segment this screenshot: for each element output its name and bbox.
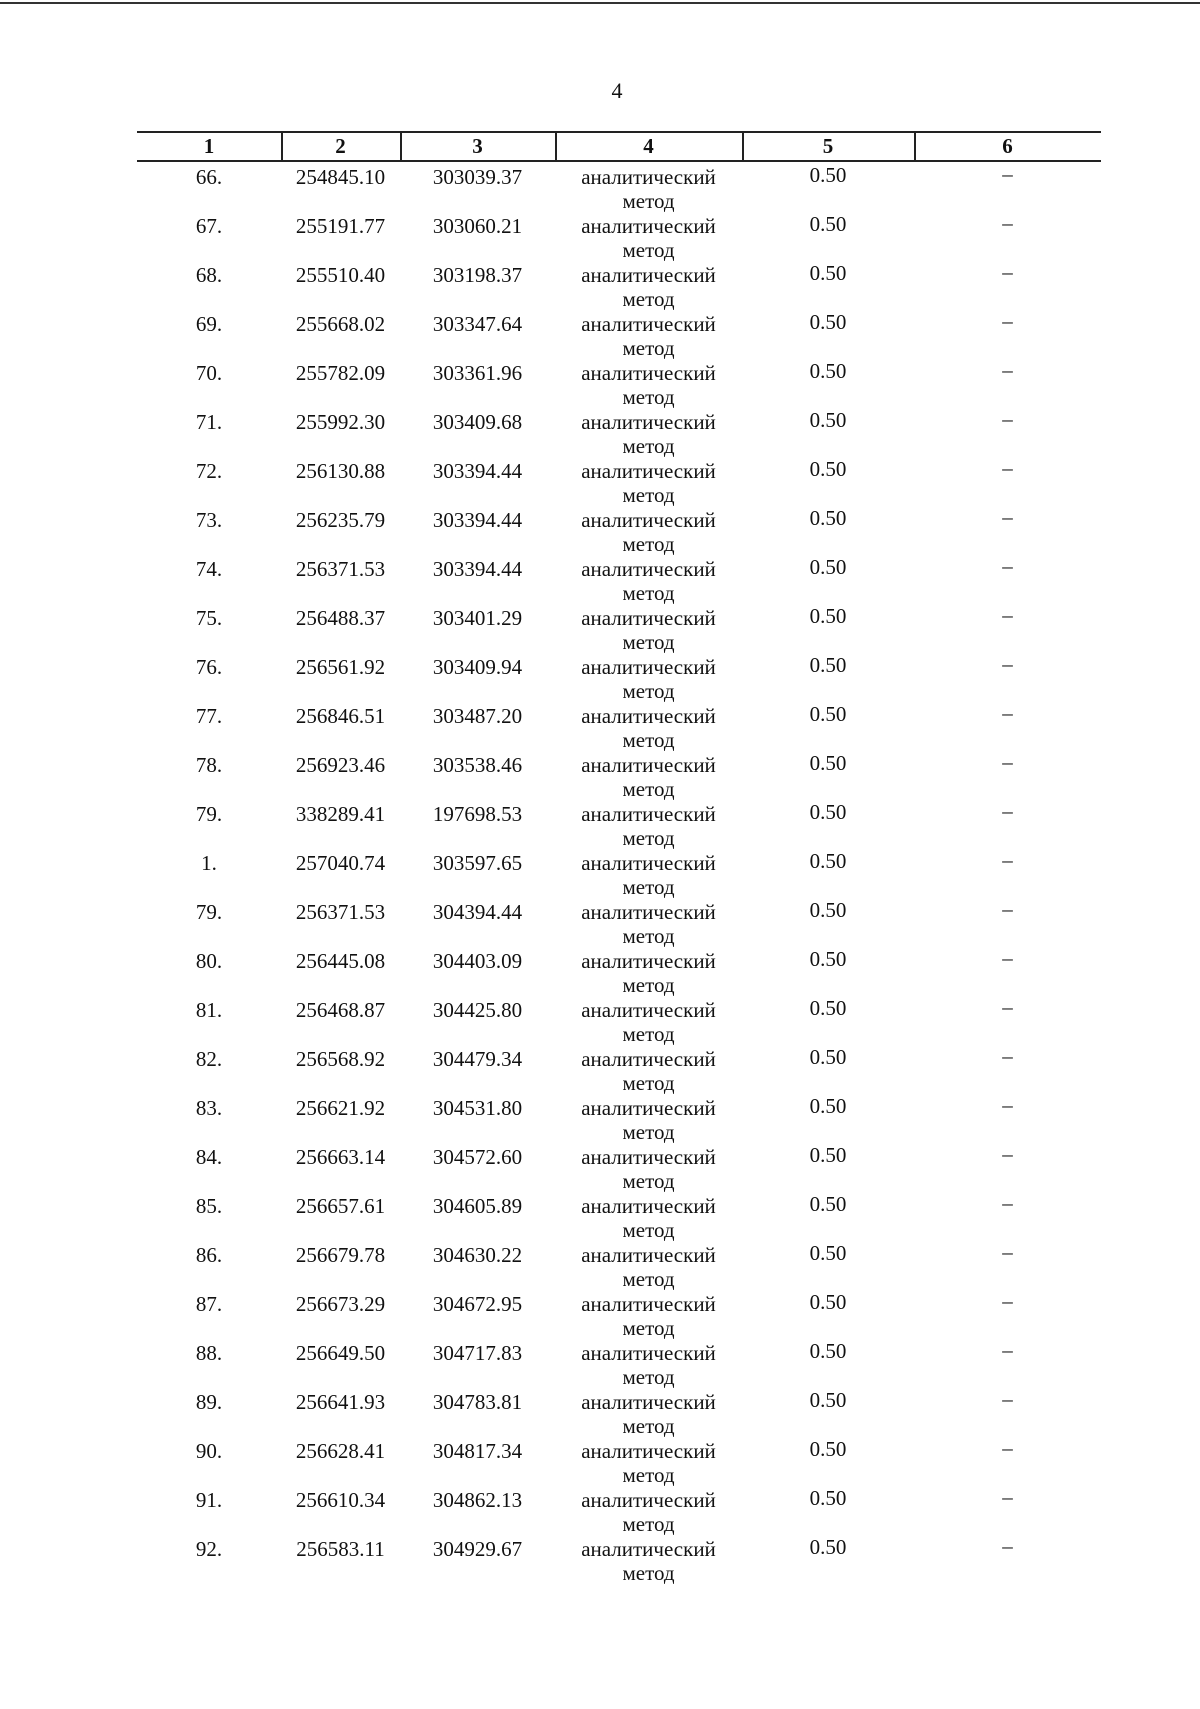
table-row — [137, 456, 1101, 505]
table-row — [137, 1191, 1101, 1240]
table-header — [137, 131, 1101, 162]
coordinate-x: 256663.14 — [295, 1145, 386, 1169]
accuracy-value: 0.50 — [809, 898, 847, 922]
coordinate-y: 303394.44 — [432, 508, 523, 532]
method-line-1: аналитический — [581, 1096, 716, 1120]
description-dash: – — [1002, 358, 1013, 382]
method-cell — [555, 1047, 742, 1095]
table-row — [137, 1387, 1101, 1436]
method-cell — [555, 1537, 742, 1585]
description-dash: – — [1002, 1485, 1013, 1509]
method-cell — [555, 1341, 742, 1389]
coordinate-x: 256846.51 — [295, 704, 386, 728]
table-row — [137, 358, 1101, 407]
method-line-2: метод — [622, 875, 675, 899]
table-row — [137, 1142, 1101, 1191]
accuracy-value: 0.50 — [809, 506, 847, 530]
point-number: 69. — [195, 312, 223, 336]
accuracy-value: 0.50 — [809, 1486, 847, 1510]
header-col-3: 3 — [472, 134, 483, 158]
coordinate-x: 256371.53 — [295, 900, 386, 924]
table-row — [137, 260, 1101, 309]
method-cell — [555, 1194, 742, 1242]
method-line-1: аналитический — [581, 1537, 716, 1561]
table-row — [137, 750, 1101, 799]
accuracy-value: 0.50 — [809, 751, 847, 775]
coordinate-x: 256641.93 — [295, 1390, 386, 1414]
coordinate-y: 304783.81 — [432, 1390, 523, 1414]
description-dash: – — [1002, 1387, 1013, 1411]
method-line-2: метод — [622, 973, 675, 997]
method-cell — [555, 900, 742, 948]
top-edge-rule — [0, 2, 1200, 4]
point-number: 79. — [195, 900, 223, 924]
method-cell — [555, 802, 742, 850]
point-number: 77. — [195, 704, 223, 728]
coordinate-y: 303409.68 — [432, 410, 523, 434]
accuracy-value: 0.50 — [809, 359, 847, 383]
table-row — [137, 946, 1101, 995]
method-line-2: метод — [622, 924, 675, 948]
point-number: 90. — [195, 1439, 223, 1463]
table-row — [137, 554, 1101, 603]
method-line-1: аналитический — [581, 1243, 716, 1267]
coordinate-x: 257040.74 — [295, 851, 386, 875]
coordinate-y: 303060.21 — [432, 214, 523, 238]
description-dash: – — [1002, 1142, 1013, 1166]
method-cell — [555, 1243, 742, 1291]
point-number: 87. — [195, 1292, 223, 1316]
header-col-4: 4 — [643, 134, 654, 158]
accuracy-value: 0.50 — [809, 310, 847, 334]
method-line-1: аналитический — [581, 214, 716, 238]
description-dash: – — [1002, 407, 1013, 431]
accuracy-value: 0.50 — [809, 1290, 847, 1314]
coordinate-x: 256649.50 — [295, 1341, 386, 1365]
method-line-1: аналитический — [581, 1047, 716, 1071]
description-dash: – — [1002, 1289, 1013, 1313]
table-row — [137, 848, 1101, 897]
method-line-2: метод — [622, 679, 675, 703]
coordinate-x: 255782.09 — [295, 361, 386, 385]
point-number: 70. — [195, 361, 223, 385]
method-cell — [555, 949, 742, 997]
description-dash: – — [1002, 1338, 1013, 1362]
description-dash: – — [1002, 1093, 1013, 1117]
coordinate-x: 256673.29 — [295, 1292, 386, 1316]
coordinate-x: 256657.61 — [295, 1194, 386, 1218]
method-line-1: аналитический — [581, 704, 716, 728]
method-line-2: метод — [622, 434, 675, 458]
coordinate-y: 303487.20 — [432, 704, 523, 728]
accuracy-value: 0.50 — [809, 849, 847, 873]
accuracy-value: 0.50 — [809, 1535, 847, 1559]
table-row — [137, 1436, 1101, 1485]
coordinate-x: 256621.92 — [295, 1096, 386, 1120]
coordinate-y: 303198.37 — [432, 263, 523, 287]
table-row — [137, 652, 1101, 701]
method-line-2: метод — [622, 1218, 675, 1242]
method-line-1: аналитический — [581, 459, 716, 483]
method-cell — [555, 165, 742, 213]
point-number: 84. — [195, 1145, 223, 1169]
accuracy-value: 0.50 — [809, 800, 847, 824]
method-line-1: аналитический — [581, 312, 716, 336]
method-line-2: метод — [622, 581, 675, 605]
method-line-1: аналитический — [581, 1390, 716, 1414]
coordinate-y: 304479.34 — [432, 1047, 523, 1071]
method-line-2: метод — [622, 336, 675, 360]
method-line-1: аналитический — [581, 1145, 716, 1169]
table-row — [137, 1289, 1101, 1338]
description-dash: – — [1002, 946, 1013, 970]
point-number: 68. — [195, 263, 223, 287]
table-row — [137, 1093, 1101, 1142]
method-line-1: аналитический — [581, 263, 716, 287]
method-line-2: метод — [622, 385, 675, 409]
coordinate-x: 256568.92 — [295, 1047, 386, 1071]
accuracy-value: 0.50 — [809, 555, 847, 579]
method-cell — [555, 1488, 742, 1536]
description-dash: – — [1002, 1044, 1013, 1068]
description-dash: – — [1002, 309, 1013, 333]
method-line-1: аналитический — [581, 1194, 716, 1218]
coordinate-y: 304572.60 — [432, 1145, 523, 1169]
description-dash: – — [1002, 260, 1013, 284]
accuracy-value: 0.50 — [809, 1192, 847, 1216]
coordinate-y: 303394.44 — [432, 557, 523, 581]
method-cell — [555, 998, 742, 1046]
method-line-1: аналитический — [581, 410, 716, 434]
method-line-2: метод — [622, 728, 675, 752]
point-number: 78. — [195, 753, 223, 777]
coordinate-y: 304531.80 — [432, 1096, 523, 1120]
method-line-1: аналитический — [581, 949, 716, 973]
table-row — [137, 1338, 1101, 1387]
method-line-2: метод — [622, 1463, 675, 1487]
accuracy-value: 0.50 — [809, 457, 847, 481]
method-cell — [555, 312, 742, 360]
method-line-2: метод — [622, 630, 675, 654]
method-cell — [555, 361, 742, 409]
description-dash: – — [1002, 701, 1013, 725]
method-line-1: аналитический — [581, 753, 716, 777]
header-col-1: 1 — [203, 134, 215, 158]
table-row — [137, 1485, 1101, 1534]
method-cell — [555, 606, 742, 654]
description-dash: – — [1002, 456, 1013, 480]
method-line-1: аналитический — [581, 1439, 716, 1463]
accuracy-value: 0.50 — [809, 604, 847, 628]
description-dash: – — [1002, 1534, 1013, 1558]
table-row — [137, 162, 1101, 211]
coordinate-y: 303409.94 — [432, 655, 523, 679]
method-line-2: метод — [622, 1267, 675, 1291]
method-line-2: метод — [622, 532, 675, 556]
description-dash: – — [1002, 505, 1013, 529]
table-row — [137, 701, 1101, 750]
table-row — [137, 211, 1101, 260]
coordinate-x: 256628.41 — [295, 1439, 386, 1463]
table-row — [137, 799, 1101, 848]
method-cell — [555, 263, 742, 311]
point-number: 80. — [195, 949, 223, 973]
method-line-2: метод — [622, 483, 675, 507]
description-dash: – — [1002, 1240, 1013, 1264]
coordinate-x: 255992.30 — [295, 410, 386, 434]
point-number: 1. — [201, 851, 217, 875]
method-line-1: аналитический — [581, 851, 716, 875]
method-cell — [555, 704, 742, 752]
point-number: 91. — [195, 1488, 223, 1512]
coordinate-x: 255510.40 — [295, 263, 386, 287]
coordinate-x: 256610.34 — [295, 1488, 386, 1512]
page-number: 4 — [611, 78, 623, 103]
accuracy-value: 0.50 — [809, 408, 847, 432]
point-number: 79. — [195, 802, 223, 826]
method-line-1: аналитический — [581, 998, 716, 1022]
method-line-2: метод — [622, 1071, 675, 1095]
accuracy-value: 0.50 — [809, 212, 847, 236]
coordinate-y: 303538.46 — [432, 753, 523, 777]
coordinate-y: 197698.53 — [432, 802, 523, 826]
method-line-2: метод — [622, 1512, 675, 1536]
coordinate-x: 256235.79 — [295, 508, 386, 532]
method-line-1: аналитический — [581, 557, 716, 581]
method-cell — [555, 1292, 742, 1340]
method-line-2: метод — [622, 1414, 675, 1438]
accuracy-value: 0.50 — [809, 702, 847, 726]
description-dash: – — [1002, 848, 1013, 872]
description-dash: – — [1002, 554, 1013, 578]
coordinate-x: 256371.53 — [295, 557, 386, 581]
method-cell — [555, 1145, 742, 1193]
coordinate-y: 303401.29 — [432, 606, 523, 630]
method-line-2: метод — [622, 1316, 675, 1340]
coordinate-y: 304929.67 — [432, 1537, 523, 1561]
accuracy-value: 0.50 — [809, 1045, 847, 1069]
coordinate-y: 304717.83 — [432, 1341, 523, 1365]
description-dash: – — [1002, 603, 1013, 627]
coordinate-y: 303039.37 — [432, 165, 523, 189]
table-body — [137, 162, 1101, 1583]
table-row — [137, 505, 1101, 554]
method-line-1: аналитический — [581, 165, 716, 189]
method-line-1: аналитический — [581, 1488, 716, 1512]
coordinate-x: 256923.46 — [295, 753, 386, 777]
description-dash: – — [1002, 162, 1013, 186]
point-number: 86. — [195, 1243, 223, 1267]
coordinate-x: 254845.10 — [295, 165, 386, 189]
point-number: 83. — [195, 1096, 223, 1120]
description-dash: – — [1002, 1436, 1013, 1460]
method-cell — [555, 410, 742, 458]
coordinates-table — [137, 131, 1101, 1583]
method-line-2: метод — [622, 1561, 675, 1585]
method-line-2: метод — [622, 826, 675, 850]
method-line-1: аналитический — [581, 606, 716, 630]
accuracy-value: 0.50 — [809, 1241, 847, 1265]
description-dash: – — [1002, 750, 1013, 774]
coordinate-y: 304817.34 — [432, 1439, 523, 1463]
accuracy-value: 0.50 — [809, 996, 847, 1020]
method-line-2: метод — [622, 777, 675, 801]
coordinate-x: 255668.02 — [295, 312, 386, 336]
accuracy-value: 0.50 — [809, 1437, 847, 1461]
method-cell — [555, 753, 742, 801]
method-line-1: аналитический — [581, 900, 716, 924]
accuracy-value: 0.50 — [809, 163, 847, 187]
method-cell — [555, 655, 742, 703]
accuracy-value: 0.50 — [809, 1143, 847, 1167]
method-cell — [555, 508, 742, 556]
coordinate-x: 256445.08 — [295, 949, 386, 973]
description-dash: – — [1002, 1191, 1013, 1215]
coordinate-y: 304672.95 — [432, 1292, 523, 1316]
method-cell — [555, 1390, 742, 1438]
point-number: 73. — [195, 508, 223, 532]
coordinate-y: 304403.09 — [432, 949, 523, 973]
coordinate-y: 304394.44 — [432, 900, 523, 924]
accuracy-value: 0.50 — [809, 653, 847, 677]
coordinate-x: 256679.78 — [295, 1243, 386, 1267]
point-number: 82. — [195, 1047, 223, 1071]
accuracy-value: 0.50 — [809, 1388, 847, 1412]
coordinate-x: 256468.87 — [295, 998, 386, 1022]
point-number: 67. — [195, 214, 223, 238]
coordinate-y: 303597.65 — [432, 851, 523, 875]
table-row — [137, 603, 1101, 652]
description-dash: – — [1002, 211, 1013, 235]
description-dash: – — [1002, 995, 1013, 1019]
method-line-2: метод — [622, 1022, 675, 1046]
accuracy-value: 0.50 — [809, 1094, 847, 1118]
header-col-5: 5 — [822, 134, 834, 158]
method-line-2: метод — [622, 287, 675, 311]
method-cell — [555, 1439, 742, 1487]
method-line-1: аналитический — [581, 508, 716, 532]
coordinate-y: 304630.22 — [432, 1243, 523, 1267]
coordinate-x: 256488.37 — [295, 606, 386, 630]
point-number: 75. — [195, 606, 223, 630]
coordinate-x: 255191.77 — [295, 214, 386, 238]
coordinate-y: 304425.80 — [432, 998, 523, 1022]
header-col-2: 2 — [335, 134, 346, 158]
method-cell — [555, 557, 742, 605]
table-row — [137, 407, 1101, 456]
accuracy-value: 0.50 — [809, 947, 847, 971]
description-dash: – — [1002, 652, 1013, 676]
table-row — [137, 897, 1101, 946]
point-number: 89. — [195, 1390, 223, 1414]
method-line-2: метод — [622, 1365, 675, 1389]
coordinate-y: 304605.89 — [432, 1194, 523, 1218]
method-line-1: аналитический — [581, 361, 716, 385]
method-line-1: аналитический — [581, 655, 716, 679]
method-line-1: аналитический — [581, 1341, 716, 1365]
coordinate-y: 304862.13 — [432, 1488, 523, 1512]
table-row — [137, 1240, 1101, 1289]
method-cell — [555, 851, 742, 899]
method-line-1: аналитический — [581, 1292, 716, 1316]
table-row — [137, 995, 1101, 1044]
point-number: 85. — [195, 1194, 223, 1218]
description-dash: – — [1002, 897, 1013, 921]
description-dash: – — [1002, 799, 1013, 823]
method-line-2: метод — [622, 1120, 675, 1144]
table-row — [137, 1044, 1101, 1093]
method-line-2: метод — [622, 1169, 675, 1193]
method-line-1: аналитический — [581, 802, 716, 826]
header-col-6: 6 — [1002, 134, 1013, 158]
method-line-2: метод — [622, 189, 675, 213]
point-number: 71. — [195, 410, 223, 434]
coordinate-x: 256130.88 — [295, 459, 386, 483]
point-number: 74. — [195, 557, 223, 581]
method-cell — [555, 1096, 742, 1144]
coordinate-y: 303347.64 — [432, 312, 523, 336]
point-number: 66. — [195, 165, 223, 189]
point-number: 88. — [195, 1341, 223, 1365]
point-number: 72. — [195, 459, 223, 483]
coordinate-y: 303394.44 — [432, 459, 523, 483]
method-cell — [555, 459, 742, 507]
coordinate-x: 256583.11 — [296, 1537, 385, 1561]
coordinate-y: 303361.96 — [432, 361, 523, 385]
table-row — [137, 309, 1101, 358]
method-cell — [555, 214, 742, 262]
coordinate-x: 256561.92 — [295, 655, 386, 679]
point-number: 92. — [195, 1537, 223, 1561]
method-line-2: метод — [622, 238, 675, 262]
accuracy-value: 0.50 — [809, 1339, 847, 1363]
coordinate-x: 338289.41 — [295, 802, 386, 826]
accuracy-value: 0.50 — [809, 261, 847, 285]
point-number: 76. — [195, 655, 223, 679]
point-number: 81. — [195, 998, 223, 1022]
table-row — [137, 1534, 1101, 1583]
